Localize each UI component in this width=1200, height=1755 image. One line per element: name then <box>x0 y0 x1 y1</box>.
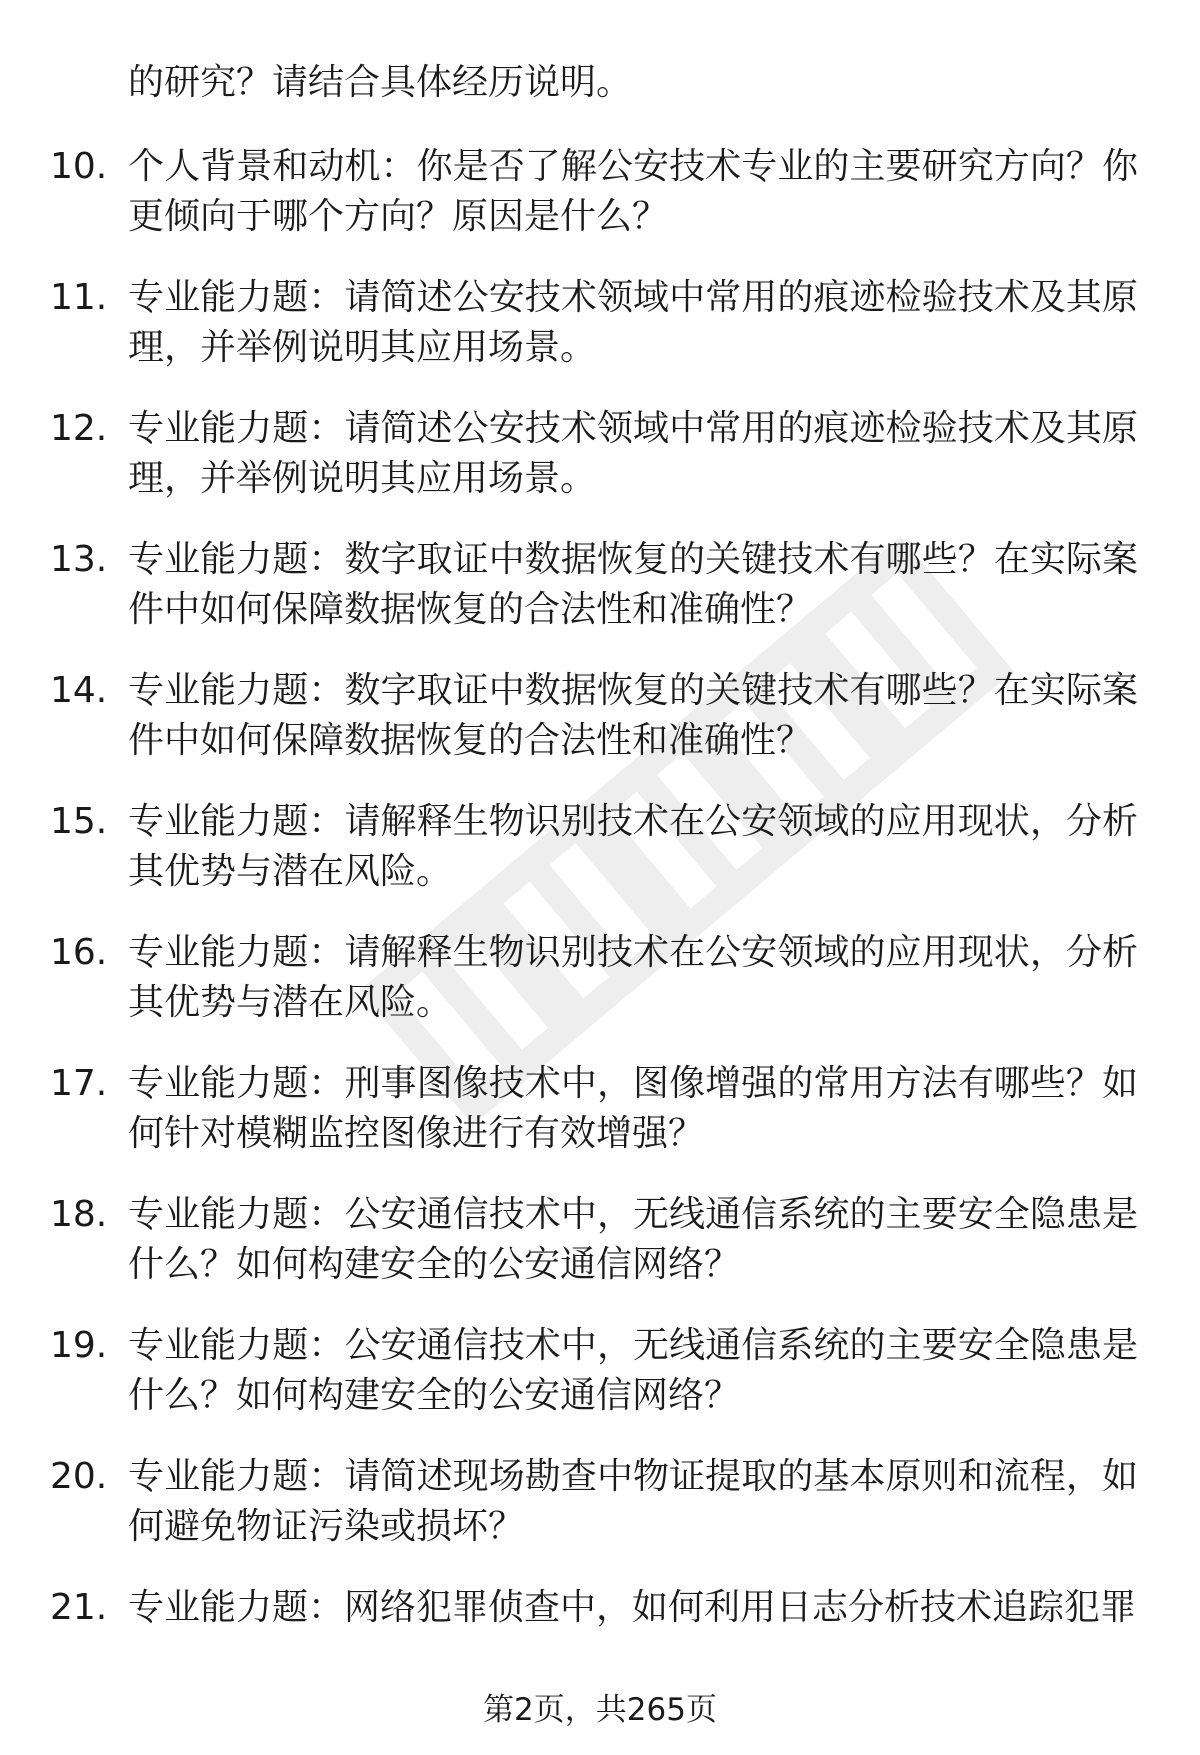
question-list <box>0 142 1200 1714</box>
question-text: 个人背景和动机：你是否了解公安技术专业的主要研究方向？你更倾向于哪个方向？原因是什么？ <box>128 146 1138 237</box>
question-item <box>0 142 1200 273</box>
question-text: 专业能力题：请解释生物识别技术在公安领域的应用现状，分析其优势与潜在风险。 <box>128 801 1138 892</box>
question-text: 专业能力题：数字取证中数据恢复的关键技术有哪些？在实际案件中如何保障数据恢复的合法性和准确性？ <box>128 670 1138 761</box>
question-item <box>0 797 1200 928</box>
question-text: 专业能力题：刑事图像技术中，图像增强的常用方法有哪些？如何针对模糊监控图像进行有效增强？ <box>128 1063 1138 1154</box>
question-text: 专业能力题：网络犯罪侦查中，如何利用日志分析技术追踪犯罪 <box>128 1587 1137 1628</box>
question-number: 20. <box>50 1456 108 1497</box>
question-number: 17. <box>50 1063 108 1104</box>
question-text: 专业能力题：公安通信技术中，无线通信系统的主要安全隐患是什么？如何构建安全的公安通信网络？ <box>128 1325 1138 1416</box>
question-number: 12. <box>50 408 108 449</box>
question-item <box>0 1190 1200 1321</box>
question-item <box>0 928 1200 1059</box>
question-text: 专业能力题：请简述公安技术领域中常用的痕迹检验技术及其原理，并举例说明其应用场景。 <box>128 277 1138 368</box>
question-item <box>0 535 1200 666</box>
question-number: 15. <box>50 801 108 842</box>
question-text: 专业能力题：请简述公安技术领域中常用的痕迹检验技术及其原理，并举例说明其应用场景。 <box>128 408 1138 499</box>
continuation-text: 的研究？请结合具体经历说明。 <box>128 62 633 103</box>
question-text: 专业能力题：公安通信技术中，无线通信系统的主要安全隐患是什么？如何构建安全的公安通信网络？ <box>128 1194 1138 1285</box>
question-number: 21. <box>50 1587 108 1628</box>
question-text: 专业能力题：请解释生物识别技术在公安领域的应用现状，分析其优势与潜在风险。 <box>128 932 1138 1023</box>
page-footer: 第2页，共265页 <box>483 1692 717 1728</box>
question-text: 专业能力题：请简述现场勘查中物证提取的基本原则和流程，如何避免物证污染或损坏？ <box>128 1456 1138 1547</box>
question-number: 13. <box>50 539 108 580</box>
question-item <box>0 1321 1200 1452</box>
question-number: 14. <box>50 670 108 711</box>
question-item <box>0 1452 1200 1583</box>
question-number: 19. <box>50 1325 108 1366</box>
question-text: 专业能力题：数字取证中数据恢复的关键技术有哪些？在实际案件中如何保障数据恢复的合法性和准确性？ <box>128 539 1138 630</box>
question-number: 11. <box>50 277 108 318</box>
question-item <box>0 273 1200 404</box>
question-number: 18. <box>50 1194 108 1235</box>
question-item <box>0 666 1200 797</box>
question-item <box>0 404 1200 535</box>
question-item <box>0 1059 1200 1190</box>
question-number: 16. <box>50 932 108 973</box>
question-number: 10. <box>50 146 108 187</box>
